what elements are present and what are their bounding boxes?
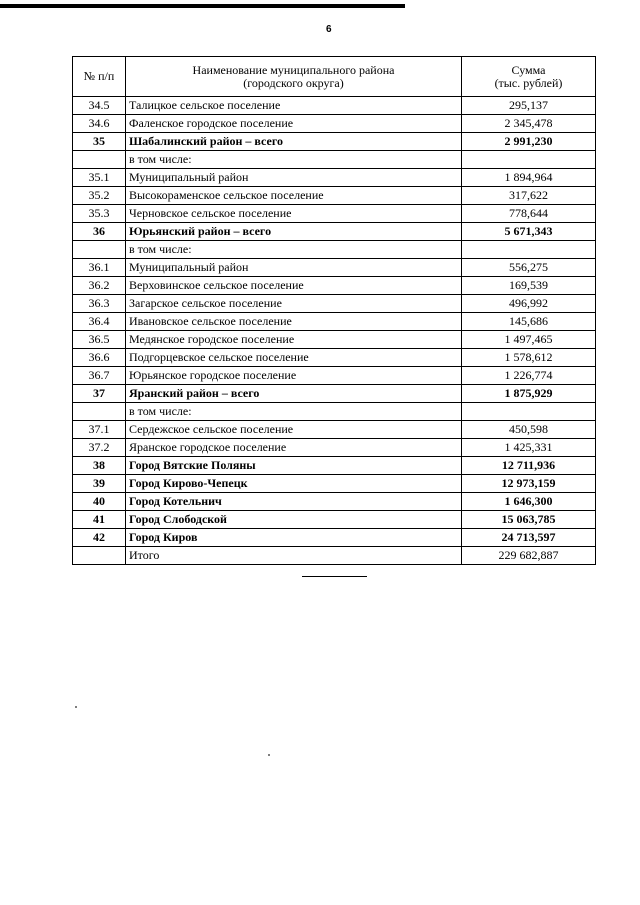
row-sum-cell: 2 991,230	[462, 133, 596, 151]
row-number-cell: 36.3	[73, 295, 126, 313]
table-row	[73, 529, 596, 547]
table-row	[73, 475, 596, 493]
row-name-cell: Юрьянский район – всего	[126, 223, 462, 241]
header-sum-line2: (тыс. рублей)	[494, 75, 563, 90]
table-row	[73, 169, 596, 187]
row-name-cell: Юрьянское городское поселение	[126, 367, 462, 385]
row-name-cell: Загарское сельское поселение	[126, 295, 462, 313]
table-row	[73, 331, 596, 349]
row-number-cell	[73, 151, 126, 169]
row-name-cell: Талицкое сельское поселение	[126, 97, 462, 115]
row-sum-cell: 778,644	[462, 205, 596, 223]
table-row	[73, 385, 596, 403]
table-row	[73, 277, 596, 295]
row-name-cell: Город Киров	[126, 529, 462, 547]
row-number-cell: 39	[73, 475, 126, 493]
row-number-cell: 40	[73, 493, 126, 511]
row-number-cell	[73, 547, 126, 565]
row-number-cell: 38	[73, 457, 126, 475]
row-sum-cell	[462, 151, 596, 169]
row-number-cell: 36.2	[73, 277, 126, 295]
row-sum-cell: 145,686	[462, 313, 596, 331]
header-sum-line1: Сумма	[511, 62, 546, 77]
page-number: 6	[326, 24, 332, 35]
row-name-cell: Город Слободской	[126, 511, 462, 529]
row-sum-cell: 450,598	[462, 421, 596, 439]
table-row	[73, 295, 596, 313]
row-sum-cell: 24 713,597	[462, 529, 596, 547]
row-number-cell: 36.5	[73, 331, 126, 349]
header-name-line1: Наименование муниципального района	[192, 62, 395, 77]
table-row	[73, 367, 596, 385]
row-name-cell: Высокораменское сельское поселение	[126, 187, 462, 205]
row-number-cell: 41	[73, 511, 126, 529]
row-number-cell: 37.1	[73, 421, 126, 439]
row-sum-cell: 556,275	[462, 259, 596, 277]
row-number-cell: 34.6	[73, 115, 126, 133]
row-number-cell: 35.1	[73, 169, 126, 187]
row-name-cell: Муниципальный район	[126, 169, 462, 187]
row-sum-cell	[462, 403, 596, 421]
row-name-cell: Верховинское сельское поселение	[126, 277, 462, 295]
row-name-cell: Город Котельнич	[126, 493, 462, 511]
row-sum-cell: 1 875,929	[462, 385, 596, 403]
row-number-cell: 35	[73, 133, 126, 151]
row-sum-cell: 169,539	[462, 277, 596, 295]
row-name-cell: в том числе:	[126, 151, 462, 169]
table-header-row	[73, 57, 596, 97]
table-row	[73, 457, 596, 475]
table-row	[73, 133, 596, 151]
row-number-cell: 37.2	[73, 439, 126, 457]
row-number-cell: 36.6	[73, 349, 126, 367]
row-sum-cell: 12 973,159	[462, 475, 596, 493]
top-rule	[0, 4, 405, 8]
row-name-cell: Яранский район – всего	[126, 385, 462, 403]
row-name-cell: Подгорцевское сельское поселение	[126, 349, 462, 367]
row-sum-cell: 1 578,612	[462, 349, 596, 367]
row-sum-cell: 1 894,964	[462, 169, 596, 187]
row-sum-cell: 2 345,478	[462, 115, 596, 133]
row-name-cell: Город Вятские Поляны	[126, 457, 462, 475]
row-name-cell: Город Кирово-Чепецк	[126, 475, 462, 493]
row-number-cell	[73, 241, 126, 259]
row-sum-cell: 5 671,343	[462, 223, 596, 241]
row-name-cell: Сердежское сельское поселение	[126, 421, 462, 439]
row-number-cell: 35.2	[73, 187, 126, 205]
row-number-cell: 36.7	[73, 367, 126, 385]
table-row	[73, 205, 596, 223]
row-number-cell: 42	[73, 529, 126, 547]
row-number-cell: 36.4	[73, 313, 126, 331]
row-sum-cell: 496,992	[462, 295, 596, 313]
row-number-cell: 35.3	[73, 205, 126, 223]
row-name-cell: Шабалинский район – всего	[126, 133, 462, 151]
row-sum-cell: 1 646,300	[462, 493, 596, 511]
row-sum-cell: 1 425,331	[462, 439, 596, 457]
scan-speck	[75, 706, 77, 708]
table-row	[73, 97, 596, 115]
header-num: № п/п	[73, 57, 126, 97]
row-name-cell: Ивановское сельское поселение	[126, 313, 462, 331]
row-name-cell: Итого	[126, 547, 462, 565]
row-number-cell: 37	[73, 385, 126, 403]
table-row	[73, 439, 596, 457]
row-number-cell	[73, 403, 126, 421]
header-name	[126, 57, 462, 97]
table-row	[73, 349, 596, 367]
table-row	[73, 421, 596, 439]
table-row	[73, 313, 596, 331]
table-body	[73, 97, 596, 565]
table-row	[73, 151, 596, 169]
row-name-cell: Черновское сельское поселение	[126, 205, 462, 223]
row-sum-cell: 12 711,936	[462, 457, 596, 475]
header-name-line2: (городского округа)	[243, 75, 344, 90]
row-sum-cell: 295,137	[462, 97, 596, 115]
row-number-cell: 34.5	[73, 97, 126, 115]
row-name-cell: Фаленское городское поселение	[126, 115, 462, 133]
row-name-cell: в том числе:	[126, 241, 462, 259]
row-number-cell: 36	[73, 223, 126, 241]
table-row	[73, 241, 596, 259]
row-name-cell: Яранское городское поселение	[126, 439, 462, 457]
budget-table	[72, 56, 596, 565]
bottom-rule	[302, 576, 367, 577]
scan-speck	[268, 754, 270, 756]
header-sum	[462, 57, 596, 97]
row-number-cell: 36.1	[73, 259, 126, 277]
row-name-cell: Медянское городское поселение	[126, 331, 462, 349]
row-name-cell: Муниципальный район	[126, 259, 462, 277]
table-row	[73, 223, 596, 241]
row-sum-cell: 229 682,887	[462, 547, 596, 565]
row-sum-cell: 317,622	[462, 187, 596, 205]
table-row	[73, 115, 596, 133]
table-row	[73, 547, 596, 565]
table-row	[73, 403, 596, 421]
table-row	[73, 511, 596, 529]
row-sum-cell: 1 226,774	[462, 367, 596, 385]
row-sum-cell: 15 063,785	[462, 511, 596, 529]
table-row	[73, 259, 596, 277]
row-name-cell: в том числе:	[126, 403, 462, 421]
table-row	[73, 187, 596, 205]
row-sum-cell: 1 497,465	[462, 331, 596, 349]
row-sum-cell	[462, 241, 596, 259]
table-row	[73, 493, 596, 511]
